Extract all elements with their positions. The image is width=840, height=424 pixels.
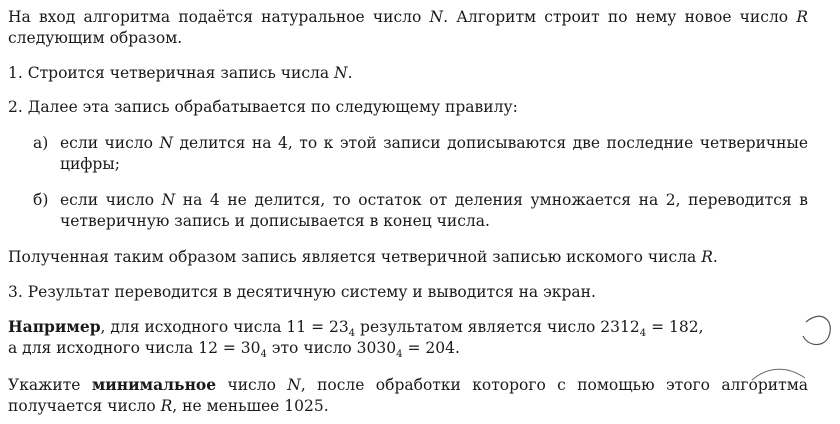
var-n: N — [287, 376, 301, 394]
base-subscript: 4 — [348, 328, 356, 340]
rule-a-text: делится на 4, то к этой записи дописываются две последние четверичные цифры; — [60, 134, 808, 173]
step-1-text: 1. Строится четверичная запись числа — [8, 64, 335, 82]
base-subscript: 4 — [639, 328, 647, 340]
step-3-text: 3. Результат переводится в десятичную систему и выводится на экран. — [8, 283, 596, 301]
var-n: N — [429, 8, 444, 26]
example-heading: Например — [8, 317, 101, 336]
var-r: R — [701, 248, 713, 266]
task-text: , после обработки которого с помощью этого алгоритма получается число — [8, 376, 808, 415]
rule-b — [33, 190, 809, 232]
example-text: = 204. — [402, 339, 460, 357]
base-subscript: 4 — [260, 349, 267, 361]
task-text: число — [216, 376, 288, 394]
task-emphasis: минимальное — [91, 375, 217, 394]
rule-a-label: а) — [33, 134, 49, 152]
rule-b-label: б) — [33, 191, 49, 209]
var-n: N — [161, 191, 176, 209]
intro-text: На вход алгоритма подаётся натуральное число — [8, 8, 430, 26]
rule-a-text: если число — [60, 134, 160, 152]
var-n: N — [159, 134, 174, 152]
result-text: Полученная таким образом запись является четверичной записью искомого числа — [8, 248, 702, 266]
example-text: = 182, — [646, 318, 704, 336]
intro-paragraph — [8, 7, 808, 49]
intro-text: . Алгоритм строит по нему новое число — [443, 8, 797, 26]
rule-b-text: если число — [60, 191, 162, 209]
task-text: , не меньшее 1025. — [172, 397, 329, 415]
var-r: R — [160, 397, 173, 415]
example-paragraph — [8, 316, 808, 359]
step-3 — [8, 282, 808, 303]
var-n: N — [334, 64, 348, 82]
example-text: это число 3030 — [266, 339, 397, 357]
example-text: а для исходного числа 12 = 30 — [8, 339, 261, 357]
task-paragraph — [8, 374, 808, 417]
rule-a — [33, 133, 808, 175]
var-r: R — [796, 8, 808, 26]
base-subscript: 4 — [396, 349, 403, 361]
example-text: результатом является число 2312 — [355, 318, 640, 336]
rule-b-text: на 4 не делится, то остаток от деления умножается на 2, переводится в четверичную запись и дописывается в конец числа. — [60, 191, 809, 230]
step-2 — [8, 97, 808, 118]
example-text: , для исходного числа 11 = 23 — [100, 318, 349, 336]
step-2-text: 2. Далее эта запись обрабатывается по следующему правилу: — [8, 98, 518, 116]
intro-text: следующим образом. — [8, 29, 183, 47]
task-text: Укажите — [8, 376, 92, 394]
result-text: . — [712, 248, 718, 266]
result-line — [8, 247, 808, 268]
step-1 — [8, 63, 808, 84]
step-1-text: . — [347, 64, 353, 82]
